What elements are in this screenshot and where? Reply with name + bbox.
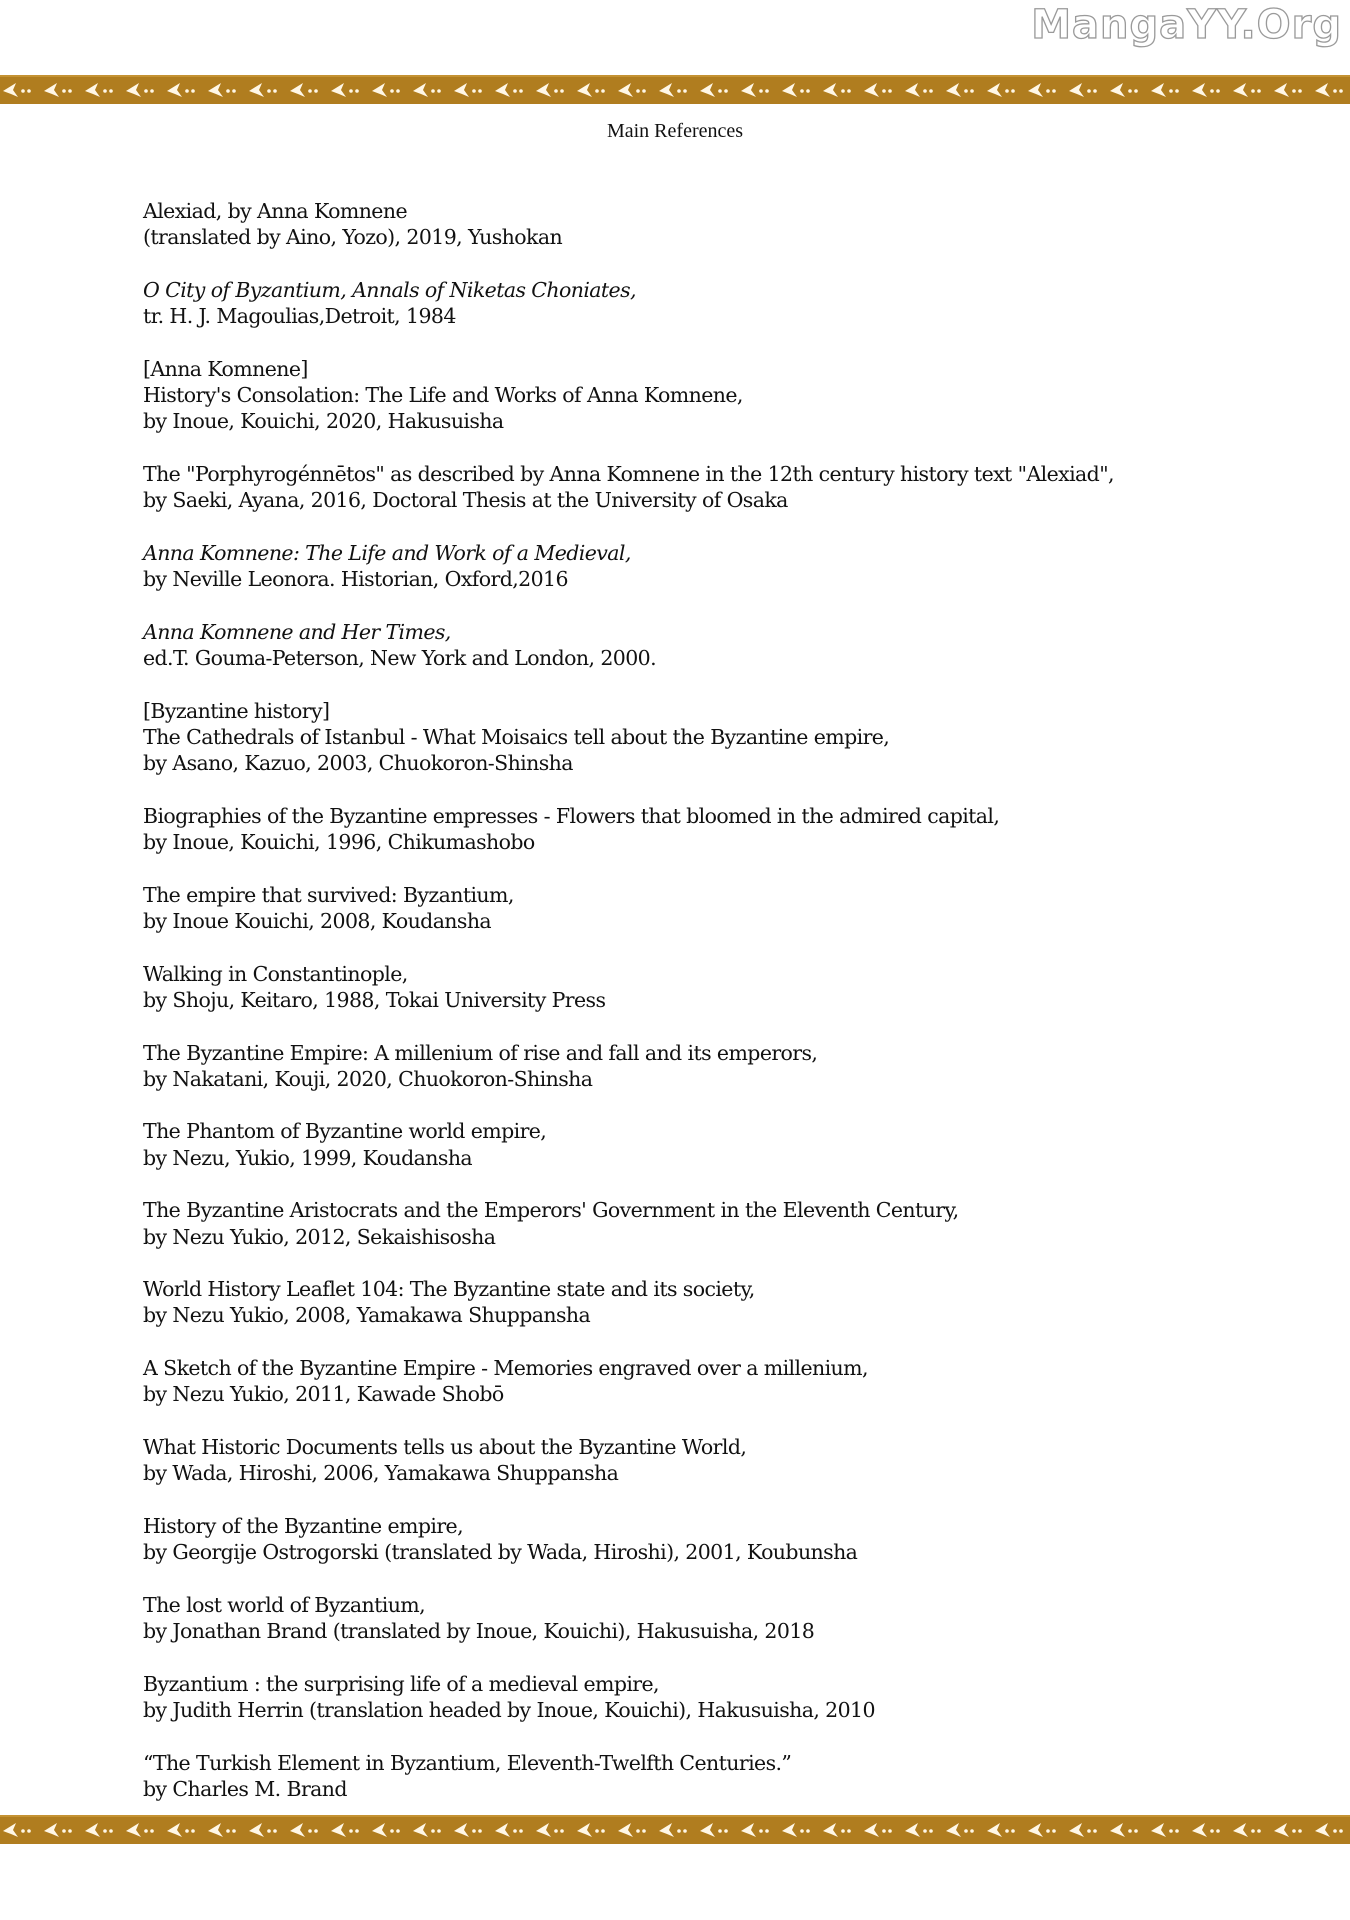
reference-detail-line: The Cathedrals of Istanbul - What Moisaics tell about the Byzantine empire, <box>143 724 890 749</box>
reference-entry <box>143 1276 1293 1329</box>
arrow-motif-icon <box>823 83 851 97</box>
reference-title-line: The "Porphyrogénnētos" as described by Anna Komnene in the 12th century history text "Alexiad", <box>143 461 1114 486</box>
arrow-motif-icon <box>577 83 605 97</box>
reference-title-line: Byzantium : the surprising life of a medieval empire, <box>143 1671 659 1696</box>
arrow-motif-icon <box>905 83 933 97</box>
decorative-border-bottom <box>0 1815 1350 1844</box>
arrow-motif-icon <box>454 83 482 97</box>
reference-detail-line: by Georgije Ostrogorski (translated by Wada, Hiroshi), 2001, Koubunsha <box>143 1540 858 1565</box>
reference-title-line: The Byzantine Aristocrats and the Emperors' Government in the Eleventh Century, <box>143 1198 959 1223</box>
arrow-motif-icon <box>1192 1823 1220 1837</box>
reference-detail-line: (translated by Aino, Yozo), 2019, Yushokan <box>143 225 563 250</box>
reference-detail-line: by Jonathan Brand (translated by Inoue, Kouichi), Hakusuisha, 2018 <box>143 1619 815 1644</box>
arrow-motif-icon <box>1151 1823 1179 1837</box>
reference-entry <box>143 1750 1293 1803</box>
arrow-motif-icon <box>331 1823 359 1837</box>
arrow-motif-icon <box>495 1823 523 1837</box>
arrow-motif-icon <box>85 1823 113 1837</box>
arrow-motif-icon <box>536 83 564 97</box>
arrow-motif-icon <box>208 83 236 97</box>
reference-detail-line: by Saeki, Ayana, 2016, Doctoral Thesis at the University of Osaka <box>143 488 788 513</box>
reference-entry <box>143 1513 1293 1566</box>
reference-detail-line: by Inoue, Kouichi, 2020, Hakusuisha <box>143 409 504 434</box>
reference-detail-line: by Inoue Kouichi, 2008, Koudansha <box>143 909 492 934</box>
arrow-motif-icon <box>659 1823 687 1837</box>
reference-title-line: [Byzantine history] <box>143 698 330 723</box>
arrow-motif-icon <box>864 1823 892 1837</box>
reference-entry <box>143 882 1293 935</box>
reference-entry <box>143 1592 1293 1645</box>
arrow-motif-icon <box>700 83 728 97</box>
arrow-motif-icon <box>3 83 31 97</box>
arrow-motif-icon <box>905 1823 933 1837</box>
reference-title-line: [Anna Komnene] <box>143 356 308 381</box>
arrow-motif-icon <box>1028 1823 1056 1837</box>
arrow-motif-icon <box>823 1823 851 1837</box>
reference-title-line: The lost world of Byzantium, <box>143 1592 426 1617</box>
reference-detail-line: by Judith Herrin (translation headed by Inoue, Kouichi), Hakusuisha, 2010 <box>143 1697 875 1722</box>
arrow-motif-icon <box>659 83 687 97</box>
arrow-pattern-icon <box>0 75 1350 104</box>
reference-title-line: Biographies of the Byzantine empresses - Flowers that bloomed in the admired capital, <box>143 803 1000 828</box>
reference-detail-line: by Asano, Kazuo, 2003, Chuokoron-Shinsha <box>143 751 573 776</box>
reference-entry <box>143 1040 1293 1093</box>
reference-title-line: Anna Komnene and Her Times, <box>143 619 451 644</box>
reference-entry <box>143 277 1293 330</box>
reference-title-line: A Sketch of the Byzantine Empire - Memories engraved over a millenium, <box>143 1356 868 1381</box>
arrow-motif-icon <box>372 83 400 97</box>
watermark-logo: MangaYY.Org <box>1031 2 1342 48</box>
reference-detail-line: tr. H. J. Magoulias,Detroit, 1984 <box>143 304 456 329</box>
reference-detail-line: ed.T. Gouma-Peterson, New York and London, 2000. <box>143 646 657 671</box>
arrow-motif-icon <box>167 1823 195 1837</box>
arrow-motif-icon <box>372 1823 400 1837</box>
reference-entry <box>143 540 1293 593</box>
arrow-motif-icon <box>249 83 277 97</box>
reference-entry <box>143 356 1293 435</box>
reference-entry <box>143 1118 1293 1171</box>
reference-detail-line: by Nakatani, Kouji, 2020, Chuokoron-Shinsha <box>143 1066 593 1091</box>
arrow-motif-icon <box>85 83 113 97</box>
arrow-motif-icon <box>987 1823 1015 1837</box>
arrow-pattern-icon <box>0 1815 1350 1844</box>
arrow-motif-icon <box>618 1823 646 1837</box>
reference-detail-line: by Shoju, Keitaro, 1988, Tokai University Press <box>143 987 606 1012</box>
reference-detail-line: History's Consolation: The Life and Works of Anna Komnene, <box>143 383 743 408</box>
reference-entry <box>143 803 1293 856</box>
page-title: Main References <box>606 120 744 142</box>
reference-entry <box>143 1197 1293 1250</box>
reference-title-line: The Byzantine Empire: A millenium of rise and fall and its emperors, <box>143 1040 818 1065</box>
reference-detail-line: by Nezu Yukio, 2008, Yamakawa Shuppansha <box>143 1303 591 1328</box>
reference-entry <box>143 698 1293 777</box>
arrow-motif-icon <box>618 83 646 97</box>
arrow-motif-icon <box>208 1823 236 1837</box>
reference-entry <box>143 1434 1293 1487</box>
arrow-motif-icon <box>700 1823 728 1837</box>
arrow-motif-icon <box>249 1823 277 1837</box>
reference-title-line: What Historic Documents tells us about the Byzantine World, <box>143 1434 747 1459</box>
arrow-motif-icon <box>864 83 892 97</box>
reference-title-line: “The Turkish Element in Byzantium, Eleventh-Twelfth Centuries.” <box>143 1750 792 1775</box>
reference-entry <box>143 198 1293 251</box>
arrow-motif-icon <box>44 83 72 97</box>
arrow-motif-icon <box>1233 1823 1261 1837</box>
arrow-motif-icon <box>782 83 810 97</box>
reference-detail-line: by Neville Leonora. Historian, Oxford,2016 <box>143 567 568 592</box>
arrow-motif-icon <box>946 1823 974 1837</box>
reference-detail-line: by Charles M. Brand <box>143 1776 347 1801</box>
arrow-motif-icon <box>44 1823 72 1837</box>
reference-entry <box>143 619 1293 672</box>
reference-title-line: Anna Komnene: The Life and Work of a Medieval, <box>143 540 631 565</box>
arrow-motif-icon <box>126 83 154 97</box>
arrow-motif-icon <box>1069 1823 1097 1837</box>
arrow-motif-icon <box>167 83 195 97</box>
arrow-motif-icon <box>536 1823 564 1837</box>
decorative-border-top <box>0 75 1350 104</box>
reference-title-line: O City of Byzantium, Annals of Niketas Choniates, <box>143 277 636 302</box>
arrow-motif-icon <box>1274 83 1302 97</box>
arrow-motif-icon <box>413 1823 441 1837</box>
arrow-motif-icon <box>331 83 359 97</box>
reference-entry <box>143 1671 1293 1724</box>
arrow-motif-icon <box>413 83 441 97</box>
arrow-motif-icon <box>1028 83 1056 97</box>
arrow-motif-icon <box>3 1823 31 1837</box>
reference-entry <box>143 1355 1293 1408</box>
reference-title-line: World History Leaflet 104: The Byzantine state and its society, <box>143 1277 755 1302</box>
reference-title-line: Walking in Constantinople, <box>143 961 408 986</box>
reference-title-line: The Phantom of Byzantine world empire, <box>143 1119 547 1144</box>
arrow-motif-icon <box>1274 1823 1302 1837</box>
arrow-motif-icon <box>741 1823 769 1837</box>
reference-detail-line: by Nezu Yukio, 2011, Kawade Shobō <box>143 1382 504 1407</box>
reference-entry <box>143 961 1293 1014</box>
reference-detail-line: by Nezu, Yukio, 1999, Koudansha <box>143 1145 473 1170</box>
arrow-motif-icon <box>577 1823 605 1837</box>
reference-title-line: History of the Byzantine empire, <box>143 1513 463 1538</box>
arrow-motif-icon <box>1069 83 1097 97</box>
arrow-motif-icon <box>1233 83 1261 97</box>
arrow-motif-icon <box>741 83 769 97</box>
reference-detail-line: by Wada, Hiroshi, 2006, Yamakawa Shuppansha <box>143 1461 619 1486</box>
reference-detail-line: by Nezu Yukio, 2012, Sekaishisosha <box>143 1224 496 1249</box>
arrow-motif-icon <box>1110 83 1138 97</box>
arrow-motif-icon <box>290 1823 318 1837</box>
reference-title-line: The empire that survived: Byzantium, <box>143 882 514 907</box>
arrow-motif-icon <box>1110 1823 1138 1837</box>
arrow-motif-icon <box>782 1823 810 1837</box>
arrow-motif-icon <box>946 83 974 97</box>
reference-detail-line: by Inoue, Kouichi, 1996, Chikumashobo <box>143 830 535 855</box>
arrow-motif-icon <box>126 1823 154 1837</box>
arrow-motif-icon <box>1151 83 1179 97</box>
reference-title-line: Alexiad, by Anna Komnene <box>143 199 407 223</box>
arrow-motif-icon <box>290 83 318 97</box>
arrow-motif-icon <box>495 83 523 97</box>
arrow-motif-icon <box>1315 83 1343 97</box>
arrow-motif-icon <box>454 1823 482 1837</box>
arrow-motif-icon <box>1192 83 1220 97</box>
reference-list <box>143 198 1293 1828</box>
arrow-motif-icon <box>1315 1823 1343 1837</box>
arrow-motif-icon <box>987 83 1015 97</box>
reference-entry <box>143 461 1293 514</box>
